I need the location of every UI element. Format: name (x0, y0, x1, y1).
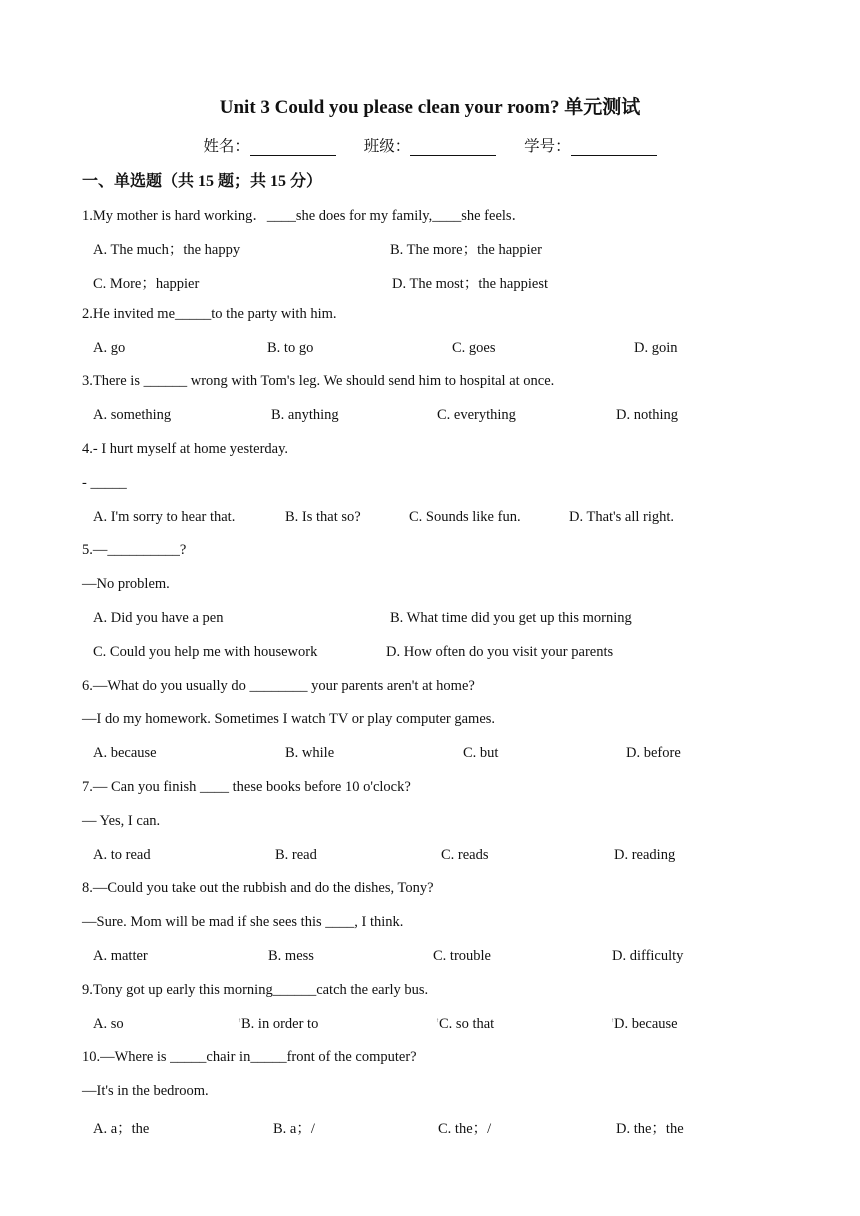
question-4-stem: 4.- I hurt myself at home yesterday. (82, 441, 289, 457)
question-1-option-d: D. The most；the happiest (392, 276, 548, 292)
question-1-option-c: C. More；happier (93, 276, 200, 292)
section-heading: 一、单选题（共 15 题；共 15 分） (82, 173, 323, 190)
question-8-option-b: B. mess (268, 948, 314, 964)
tab-mark: ↑ (238, 1018, 241, 1025)
student-info-fields (0, 134, 860, 156)
question-3-option-d: D. nothing (616, 407, 679, 423)
student-number-blank (571, 139, 657, 156)
question-2-option-b: B. to go (267, 340, 314, 356)
question-4-option-a: A. I'm sorry to hear that. (93, 509, 236, 525)
question-9-option-d-text: D. because (614, 1016, 678, 1032)
question-8-option-d: D. difficulty (612, 948, 684, 964)
question-3-option-b: B. anything (271, 407, 339, 423)
question-9-option-c (436, 1016, 494, 1033)
question-5-option-b: B. What time did you get up this morning (390, 610, 632, 626)
name-blank (250, 139, 336, 156)
question-5-option-d: D. How often do you visit your parents (386, 644, 614, 660)
question-9-option-c-text: C. so that (439, 1016, 495, 1032)
question-4-option-d: D. That's all right. (569, 509, 675, 525)
question-5-stem: 5.—__________? (82, 542, 187, 558)
question-3-option-c: C. everything (437, 407, 516, 423)
question-3-option-a: A. something (93, 407, 172, 423)
question-7-option-a: A. to read (93, 847, 151, 863)
class-label: 班级： (363, 138, 411, 155)
tab-mark: ↑ (611, 1018, 614, 1025)
question-1-option-b: B. The more；the happier (390, 242, 542, 258)
tab-mark: ↑ (436, 1018, 439, 1025)
question-7-option-b: B. read (275, 847, 317, 863)
question-7-option-c: C. reads (441, 847, 489, 863)
name-field (203, 134, 336, 156)
question-7-option-d: D. reading (614, 847, 676, 863)
question-2-stem: 2.He invited me_____to the party with him. (82, 306, 337, 322)
page-title: Unit 3 Could you please clean your room? 单元测试 (219, 97, 641, 118)
question-1-option-a: A. The much；the happy (93, 242, 241, 258)
question-7-reply: — Yes, I can. (82, 813, 161, 829)
question-9-option-b (238, 1016, 318, 1033)
question-5-reply: —No problem. (82, 576, 170, 592)
question-3-stem: 3.There is ______ wrong with Tom's leg. We should send him to hospital at once. (82, 373, 555, 389)
question-10-option-d: D. the；the (616, 1121, 684, 1137)
question-6-option-b: B. while (285, 745, 335, 761)
question-6-reply: —I do my homework. Sometimes I watch TV or play computer games. (82, 711, 496, 727)
question-6-option-a: A. because (93, 745, 157, 761)
question-10-option-b: B. a；/ (273, 1121, 315, 1137)
question-9-option-b-text: B. in order to (241, 1016, 319, 1032)
question-10-reply: —It's in the bedroom. (82, 1083, 209, 1099)
student-number-field (524, 134, 657, 156)
question-7-stem: 7.— Can you finish ____ these books before 10 o'clock? (82, 779, 411, 795)
question-5-option-c: C. Could you help me with housework (93, 644, 318, 660)
question-9-option-a: A. so (93, 1016, 124, 1032)
question-2-option-c: C. goes (452, 340, 496, 356)
question-6-option-d: D. before (626, 745, 681, 761)
question-10-stem: 10.—Where is _____chair in_____front of the computer? (82, 1049, 417, 1065)
question-10-option-c: C. the；/ (438, 1121, 492, 1137)
student-number-label: 学号： (524, 138, 571, 155)
question-10-option-a: A. a；the (93, 1121, 150, 1137)
question-5-option-a: A. Did you have a pen (93, 610, 224, 626)
question-8-reply: —Sure. Mom will be mad if she sees this ____, I think. (82, 914, 404, 930)
question-8-option-a: A. matter (93, 948, 148, 964)
question-2-option-d: D. goin (634, 340, 678, 356)
name-label: 姓名： (203, 138, 250, 155)
question-6-option-c: C. but (463, 745, 499, 761)
class-blank (410, 139, 496, 156)
question-4-option-b: B. Is that so? (285, 509, 361, 525)
question-8-option-c: C. trouble (433, 948, 491, 964)
question-9-stem: 9.Tony got up early this morning______catch the early bus. (82, 982, 429, 998)
question-1-stem: 1.My mother is hard working．____she does for my family,____she feels． (82, 208, 527, 224)
question-2-option-a: A. go (93, 340, 126, 356)
question-4-option-c: C. Sounds like fun. (409, 509, 521, 525)
question-8-stem: 8.—Could you take out the rubbish and do the dishes, Tony? (82, 880, 434, 896)
class-field (364, 134, 497, 156)
question-9-option-d (611, 1016, 678, 1033)
question-6-stem: 6.—What do you usually do ________ your parents aren't at home? (82, 678, 475, 694)
question-4-reply: - _____ (82, 475, 127, 491)
